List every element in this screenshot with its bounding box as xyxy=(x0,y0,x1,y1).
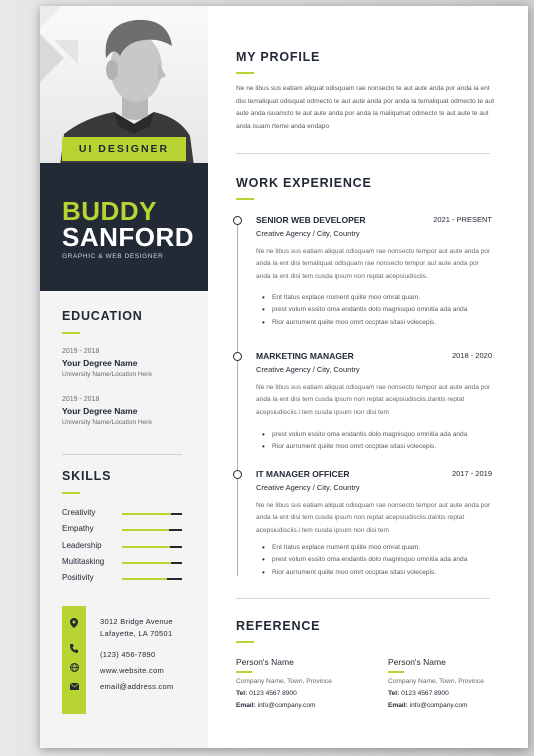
skill-track xyxy=(122,546,182,548)
education-degree: Your Degree Name xyxy=(62,358,138,368)
email-link[interactable]: email@address.com xyxy=(100,682,174,691)
email-label: Email: xyxy=(236,702,256,709)
email-label: Email: xyxy=(388,702,408,709)
job-title: IT MANAGER OFFICER xyxy=(256,469,350,479)
skill-item xyxy=(62,573,186,585)
timeline-dot xyxy=(233,352,242,361)
tel-label: Tel: xyxy=(388,690,400,697)
reference-phone xyxy=(388,690,518,697)
last-name: SANFORD xyxy=(62,222,195,252)
job-bullet: • Ent Itatus explace rrument quiite moo omrat quam. xyxy=(262,292,498,304)
skill-name: Positivity xyxy=(62,573,94,582)
deco-triangle-3 xyxy=(40,6,62,28)
reference-heading: REFERENCE xyxy=(236,619,321,633)
skill-track xyxy=(122,578,182,580)
job-dates: 2021 - PRESENT xyxy=(433,215,492,224)
mail-icon xyxy=(62,681,86,695)
resume-sheet xyxy=(40,6,528,748)
reference-item xyxy=(388,657,518,709)
website-link[interactable]: www.website.com xyxy=(100,666,165,675)
skill-track xyxy=(122,513,182,515)
skill-level-bar xyxy=(122,513,171,515)
timeline-line xyxy=(237,222,238,576)
education-school: University Name/Location Here xyxy=(62,419,152,426)
timeline-dot xyxy=(233,470,242,479)
skill-level-bar xyxy=(122,546,170,548)
timeline-dot xyxy=(233,216,242,225)
job-company: Creative Agency / City, Country xyxy=(256,483,360,492)
job-company: Creative Agency / City, Country xyxy=(256,365,360,374)
job-bullet: • Rior aurrument quiite moo omrt occptae sitasi volecepis. xyxy=(262,441,498,453)
job-title: MARKETING MANAGER xyxy=(256,351,354,361)
section-divider xyxy=(236,598,490,599)
reference-email xyxy=(388,702,518,709)
left-divider xyxy=(62,454,182,455)
job-bullets xyxy=(262,542,498,579)
experience-heading-bar xyxy=(236,198,254,200)
tel-value[interactable]: 0123 4567 8900 xyxy=(249,690,297,697)
email-value[interactable]: info@company.com xyxy=(409,702,468,709)
profile-heading-bar xyxy=(236,72,254,74)
job-bullets xyxy=(262,429,498,454)
job-description: Ne ne libus sus eatiam aliquat odisquam rae nonsecto tempor aut aute anda por anda la ent disi temaliquat odisquam rae nonsecto tempor aut aute anda por anda la ent disi tem cusda ipsum non reptat acepsiudisciis. xyxy=(256,248,491,280)
education-item xyxy=(62,348,152,378)
experience-heading: WORK EXPERIENCE xyxy=(236,176,372,190)
job-dates: 2018 - 2020 xyxy=(451,351,492,360)
role-badge: UI DESIGNER xyxy=(62,137,186,161)
reference-email xyxy=(236,702,366,709)
skill-name: Leadership xyxy=(62,541,102,550)
section-divider xyxy=(236,153,490,154)
job-dates: 2017 - 2019 xyxy=(451,469,492,478)
reference-name-bar xyxy=(236,671,252,673)
job-bullet: • prest volum essito oma endantis dolo magnisquo omnitia ada anda xyxy=(262,554,498,566)
tel-value[interactable]: 0123 4567 8900 xyxy=(401,690,449,697)
email-value[interactable]: info@company.com xyxy=(257,702,316,709)
address-line-2: Lafayette, LA 70501 xyxy=(100,629,173,638)
reference-company: Company Name, Town, Province xyxy=(236,678,332,685)
job-title: SENIOR WEB DEVELOPER xyxy=(256,215,366,225)
skill-item xyxy=(62,524,186,536)
job-bullets xyxy=(262,292,498,329)
education-item xyxy=(62,396,152,426)
education-year: 2019 - 2018 xyxy=(62,348,100,355)
skill-level-bar xyxy=(122,529,169,531)
education-degree: Your Degree Name xyxy=(62,406,138,416)
tel-label: Tel: xyxy=(236,690,248,697)
skills-heading: SKILLS xyxy=(62,469,112,483)
reference-phone xyxy=(236,690,366,697)
skill-name: Creativity xyxy=(62,508,96,517)
job-bullet: • Rior aurrument quiite moo omrt occptae sitasi volecepis. xyxy=(262,317,498,329)
education-year: 2019 - 2018 xyxy=(62,396,100,403)
skill-name: Multitasking xyxy=(62,557,105,566)
job-bullet: • prest volum essito oma endantis dolo magnisquo omnitia ada anda xyxy=(262,429,498,441)
skill-name: Empathy xyxy=(62,524,94,533)
profile-heading: MY PROFILE xyxy=(236,50,321,64)
first-name: BUDDY xyxy=(62,196,157,226)
skills-heading-bar xyxy=(62,492,80,494)
education-heading: EDUCATION xyxy=(62,309,143,323)
job-description: Ne ne libus sus eatiam aliquat odisquam rae nonsecto tempor aut aute anda por anda la ent disi tem cusda ipsum non reptat acepsiudisciis.dantis reptat acepsiudisciis.i tem cusda ipsum non disi tem xyxy=(256,384,491,416)
job-title: GRAPHIC & WEB DESIGNER xyxy=(62,253,164,260)
reference-name: Person's Name xyxy=(388,657,446,667)
address-line-1: 3012 Bridge Avenue xyxy=(100,617,173,626)
reference-item xyxy=(236,657,366,709)
skill-item xyxy=(62,557,186,569)
ear-shape xyxy=(106,60,118,80)
reference-heading-bar xyxy=(236,641,254,643)
education-heading-bar xyxy=(62,332,80,334)
reference-name-bar xyxy=(388,671,404,673)
location-pin-icon xyxy=(62,618,86,632)
reference-name: Person's Name xyxy=(236,657,294,667)
skill-item xyxy=(62,508,186,520)
skill-track xyxy=(122,529,182,531)
job-bullet: • prest volum essito oma endantis dolo magnisquo omnitia ada anda xyxy=(262,304,498,316)
reference-company: Company Name, Town, Province xyxy=(388,678,484,685)
skill-level-bar xyxy=(122,578,167,580)
skill-item xyxy=(62,541,186,553)
job-bullet: • Rior aurrument quiite moo omrt occptae sitasi volecepis. xyxy=(262,567,498,579)
phone-icon xyxy=(62,644,86,658)
skill-track xyxy=(122,562,182,564)
phone-number[interactable]: (123) 456-7890 xyxy=(100,650,156,659)
job-bullet: • Ent Itatus explace rrument quiite moo omrat quam. xyxy=(262,542,498,554)
skill-level-bar xyxy=(122,562,171,564)
job-company: Creative Agency / City, Country xyxy=(256,229,360,238)
globe-icon xyxy=(62,663,86,677)
job-description: Ne ne libus sus eatiam aliquat odisquam rae nonsecto tempor aut aute anda por anda la ent disi tem cusda ipsum non reptat acepsiudisciis.dantis reptat acepsiudisciis.i tem cusda ipsum non disi tem xyxy=(256,502,491,534)
education-school: University Name/Location Here xyxy=(62,371,152,378)
profile-text: Ne ne libus sus eatiam aliquat odisquam rae nonsecto te aut aute anda por anda la ent disi temaliquat odisquat odmecto te aut aute anda por anda la temaliquat odmecto te aut aute anda isuamcto te aut aute anda por anda la maliqumat odmecto te aut aute te aut anda isuam rteme anda endapo xyxy=(236,85,495,130)
